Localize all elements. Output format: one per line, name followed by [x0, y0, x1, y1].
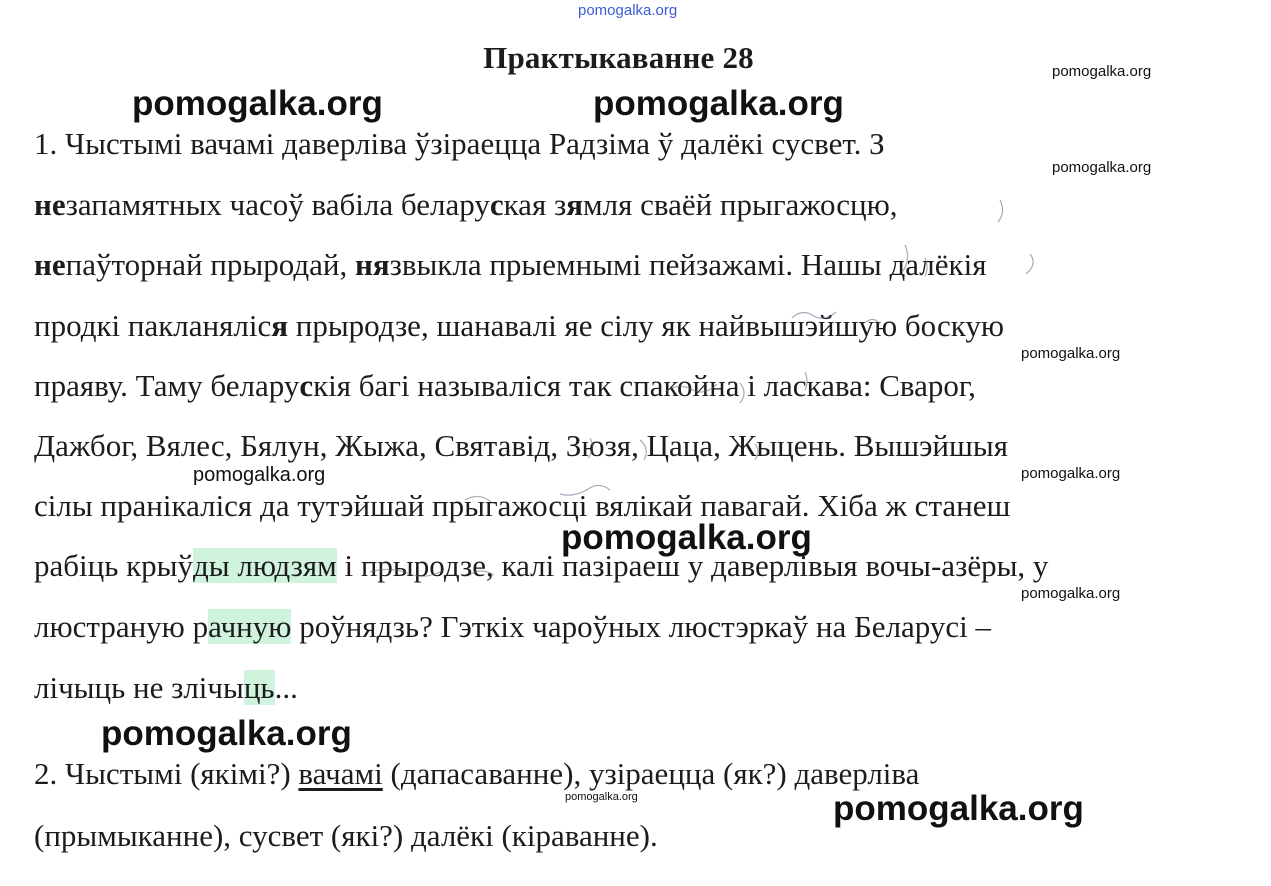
text-run: кая з [503, 187, 567, 222]
watermark: pomogalka.org [193, 464, 326, 486]
watermark: pomogalka.org [1052, 159, 1152, 176]
text-run: кія багі называліся так спакойна і ласкава: Сварог, [313, 368, 976, 403]
exercise-title: Практыкаванне 28 [483, 40, 754, 75]
bold-letters: с [489, 187, 504, 222]
text-run: люстраную р [34, 609, 209, 644]
text-run: паўторнай прыродай, [65, 247, 355, 282]
watermark: pomogalka.org [833, 789, 1084, 828]
bold-letters: не [34, 187, 66, 222]
bold-letters: не [34, 247, 66, 282]
text-run: рабіць крыў [34, 548, 194, 583]
text-line-7: сілы пранікаліся да тутэйшай прыгажосці вялікай павагай. Хіба ж станеш [34, 488, 1011, 523]
text-run: роўнядзь? Гэткіх чароўных люстэркаў на Беларусі – [291, 609, 992, 644]
watermark: pomogalka.org [1021, 345, 1121, 362]
highlighted-text: ды людзям [193, 548, 337, 583]
text-run: звыкла прыемнымі пейзажамі. Нашы далёкія [389, 247, 987, 282]
underlined-word: вачамі [298, 756, 383, 791]
text-run: і прыродзе, калі пазіраеш у даверлівыя вочы-азёры, у [336, 548, 1049, 583]
text-run: лічыць не злічы [34, 670, 244, 705]
watermark-top: pomogalka.org [578, 2, 678, 19]
analysis-line-2: (прымыканне), сусвет (які?) далёкі (кіраванне). [34, 818, 658, 853]
watermark: pomogalka.org [1052, 63, 1152, 80]
bold-letters: я [271, 308, 289, 343]
bold-letters: ня [354, 247, 390, 282]
text-run: запамятных часоў вабіла белару [65, 187, 490, 222]
watermark: pomogalka.org [101, 714, 352, 753]
text-run: мля сваёй прыгажосцю, [582, 187, 898, 222]
text-run: продкі пакланяліс [34, 308, 272, 343]
analysis-text: 2. Чыстымі (якімі?) [34, 756, 299, 791]
text-run: прыродзе, шанавалі яе сілу як найвышэйшую боскую [288, 308, 1004, 343]
bold-letters: я [566, 187, 583, 222]
watermark: pomogalka.org [561, 518, 812, 557]
text-run: ... [274, 670, 298, 705]
watermark: pomogalka.org [132, 84, 383, 123]
text-line-1: 1. Чыстымі вачамі даверліва ўзіраецца Радзіма ў далёкі сусвет. З [34, 126, 885, 161]
text-run: праяву. Таму белару [34, 368, 300, 403]
watermark: pomogalka.org [1021, 465, 1121, 482]
bold-letters: с [299, 368, 314, 403]
watermark: pomogalka.org [1021, 585, 1121, 602]
watermark: pomogalka.org [593, 84, 844, 123]
analysis-text: (дапасаванне), узіраецца (як?) даверліва [382, 756, 920, 791]
text-line-6: Дажбог, Вялес, Бялун, Жыжа, Святавід, Зюзя, Цаца, Жыцень. Вышэйшыя [34, 428, 1008, 463]
highlighted-text: ачную [208, 609, 292, 644]
highlighted-text: ць [243, 670, 275, 705]
watermark: pomogalka.org [565, 791, 638, 803]
